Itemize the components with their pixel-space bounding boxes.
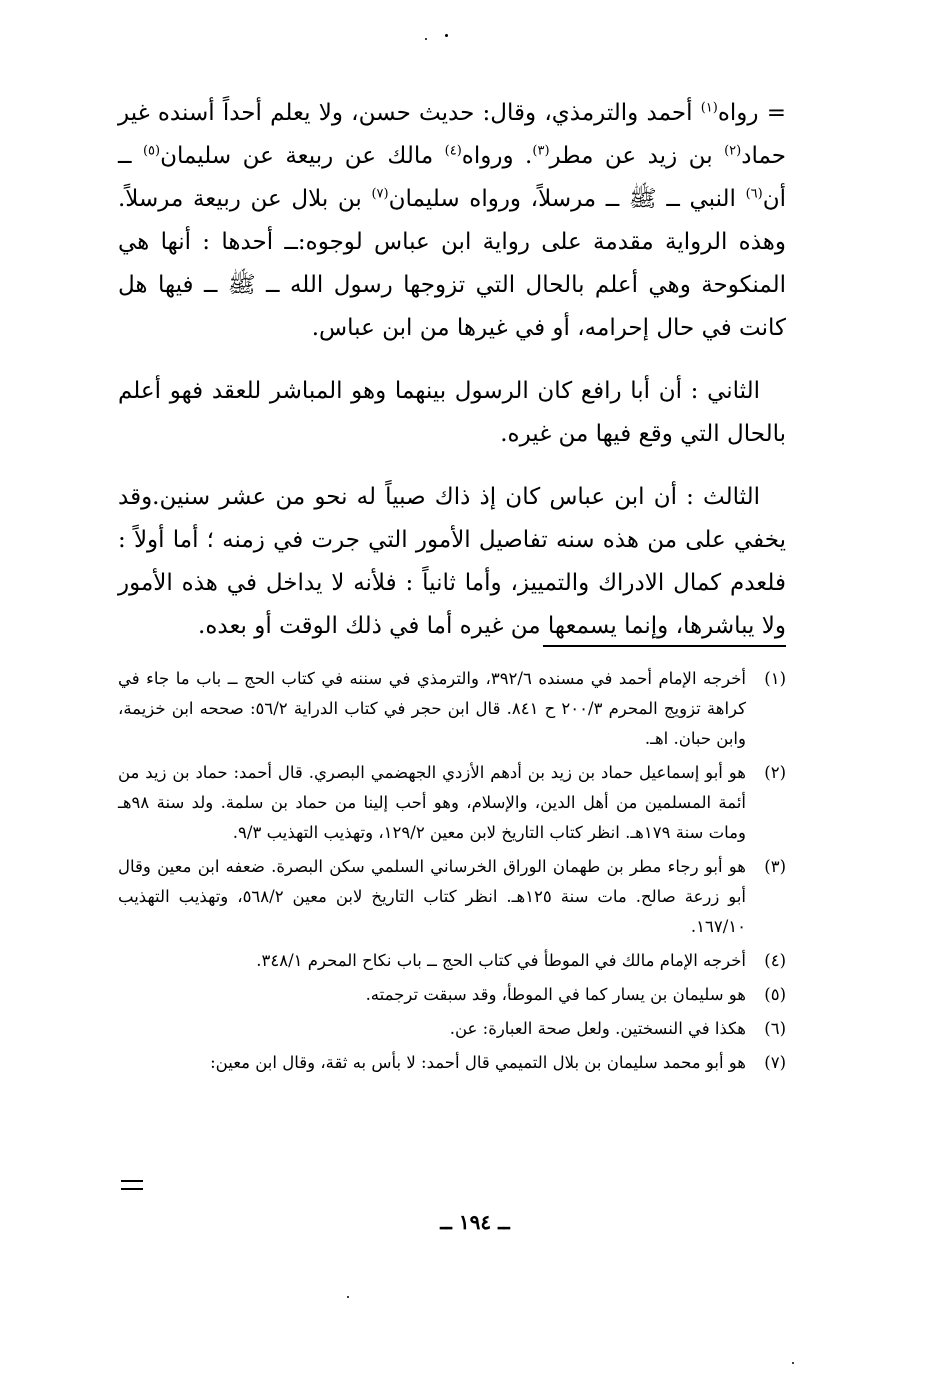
- footnote-text: أخرجه الإمام أحمد في مسنده ٣٩٢/٦، والترمذي في سننه في كتاب الحج ــ باب ما جاء في كراهة تزويج المحرم ٢٠٠/٣ ح ٨٤١. قال ابن حجر في كتاب الدراية ٥٦/٢: صححه ابن خزيمة، وابن حبان. اهـ.: [118, 669, 747, 748]
- footnote-ref: (٢): [724, 143, 742, 159]
- text-run: = رواه: [717, 100, 786, 126]
- footnote-number: (٥): [764, 985, 786, 1004]
- footnote: [118, 758, 786, 848]
- footnote-number: (٦): [764, 1019, 786, 1038]
- scan-speck: [445, 34, 448, 37]
- footnote-number: (٣): [764, 857, 786, 876]
- footnote-text: هو أبو رجاء مطر بن طهمان الوراق الخرساني السلمي سكن البصرة. ضعفه ابن معين وقال أبو زرعة صالح. مات سنة ١٢٥هـ. انظر كتاب التاريخ لابن معين ٥٦٨/٢، وتهذيب التهذيب ١٦٧/١٠.: [118, 857, 746, 936]
- footnote-text: هو أبو إسماعيل حماد بن زيد بن أدهم الأزدي الجهضمي البصري. قال أحمد: حماد بن زيد من أئمة المسلمين من أهل الدين، والإسلام، وهو أحب إلينا من حماد بن سلمة. ولد سنة ٩٨هـ ومات سنة ١٧٩هـ. انظر كتاب التاريخ لابن معين ١٢٩/٢، وتهذيب التهذيب ٩/٣.: [118, 763, 746, 842]
- footnote-number: (٤): [764, 951, 786, 970]
- text-run: الثالث : أن ابن عباس كان إذ ذاك صبياً له نحو من عشر سنين.وقد يخفي على من هذه سنه تفاصيل الأمور التي جرت في زمنه ؛ أما أولاً : فلعدم كمال الادراك والتمييز، وأما ثانياً : فلأنه لا يداخل في هذه الأمور ولا يباشرها، وإنما يسمعها من غيره أما في ذلك الوقت أو بعده.: [118, 484, 786, 639]
- footnote: [118, 1014, 786, 1044]
- paragraph: [118, 92, 786, 350]
- text-run: مالك عن ربيعة عن سليمان: [160, 143, 445, 169]
- paragraph: [118, 370, 786, 456]
- footnotes: [118, 664, 786, 1082]
- footnote-number: (١): [764, 669, 786, 688]
- footnote: [118, 852, 786, 942]
- footnote-separator: [543, 645, 786, 647]
- footnote-text: هو سليمان بن يسار كما في الموطأ، وقد سبقت ترجمته.: [365, 985, 746, 1004]
- text-run: بن بلال عن ربيعة مرسلاً. وهذه الرواية مقدمة على رواية ابن عباس لوجوه:ــ أحدها : أنها هي المنكوحة وهي أعلم بالحال التي تزوجها رسول الله ــ ﷺ ــ فيها هل كانت في حال إحرامه، أو في غيرها من ابن عباس.: [118, 186, 786, 341]
- footnote-text: هو أبو محمد سليمان بن بلال التميمي قال أحمد: لا بأس به ثقة، وقال ابن معين:: [210, 1053, 746, 1072]
- footnote-ref: (٧): [371, 186, 389, 202]
- text-run: . ورواه: [461, 143, 533, 169]
- footnote-text: هكذا في النسختين. ولعل صحة العبارة: عن.: [449, 1019, 746, 1038]
- page-number: ــ ١٩٤ ــ: [440, 1210, 510, 1234]
- footnote: [118, 1048, 786, 1078]
- continuation-mark: [121, 1180, 143, 1190]
- scan-speck: [347, 1296, 349, 1298]
- footnote: [118, 980, 786, 1010]
- footnote-number: (٢): [764, 763, 786, 782]
- footnote-ref: (٥): [142, 143, 161, 159]
- footnote-text: أخرجه الإمام مالك في الموطأ في كتاب الحج ــ باب نكاح المحرم ٣٤٨/١.: [256, 951, 746, 970]
- main-text: [118, 92, 786, 668]
- text-run: الثاني : أن أبا رافع كان الرسول بينهما وهو المباشر للعقد فهو أعلم بالحال التي وقع فيها من غيره.: [118, 378, 786, 447]
- footnote-number: (٧): [764, 1053, 786, 1072]
- scan-speck: [425, 38, 427, 40]
- footnote-ref: (٤): [444, 143, 462, 159]
- text-run: أحمد والترمذي، وقال: حديث حسن، ولا يعلم أحداً أسنده غير حماد: [118, 100, 786, 169]
- scan-speck: [792, 1362, 794, 1364]
- footnote-ref: (٦): [745, 186, 763, 202]
- paragraph: [118, 476, 786, 648]
- footnote-ref: (١): [700, 100, 718, 116]
- footnote: [118, 664, 786, 754]
- footnote: [118, 946, 786, 976]
- text-run: النبي ــ ﷺ ــ مرسلاً، ورواه سليمان: [388, 186, 746, 212]
- text-run: بن زيد عن مطر: [549, 143, 725, 169]
- footnote-ref: (٣): [532, 143, 550, 159]
- text-run: ــ أن: [118, 143, 786, 212]
